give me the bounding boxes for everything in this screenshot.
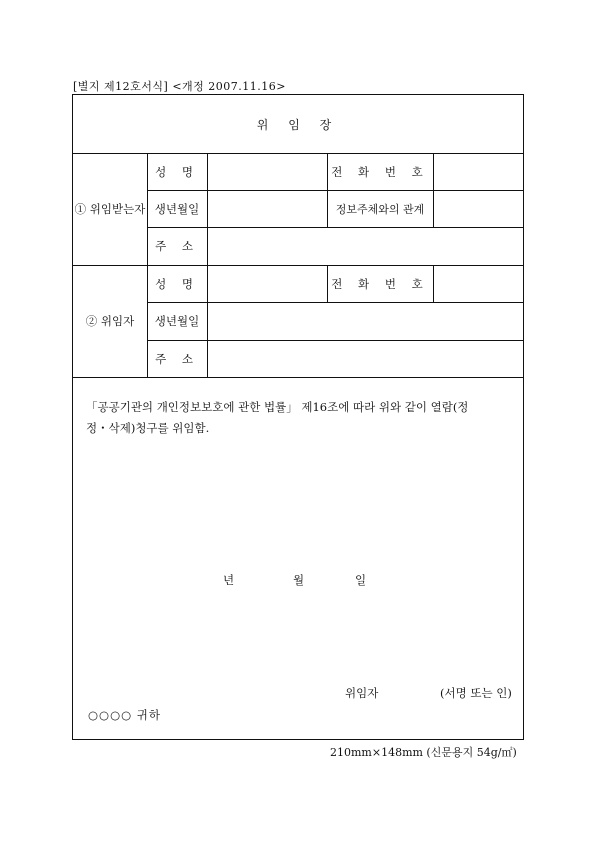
date-month-label: 월 — [293, 573, 305, 587]
section-label-delegator: ② 위임자 — [85, 314, 135, 328]
name-label: 성 명 — [155, 164, 199, 179]
address-label: 주 소 — [155, 239, 199, 253]
phone-label: 전 화 번 호 — [331, 164, 429, 179]
delegation-statement — [86, 397, 516, 439]
birthdate-label: 생년월일 — [154, 201, 200, 216]
delegator-phone-field[interactable] — [433, 265, 523, 302]
delegator-signature-label: 위임자 — [345, 686, 379, 700]
paper-spec: 210mm×148mm (신문용지 54g/㎡) — [330, 746, 517, 759]
delegate-name-field[interactable] — [207, 153, 327, 190]
delegator-birthdate-field[interactable] — [207, 302, 523, 340]
delegate-phone-field[interactable] — [433, 153, 523, 190]
delegate-address-field[interactable] — [207, 227, 523, 265]
form-reference-header: [별지 제12호서식] <개정 2007.11.16> — [73, 80, 286, 93]
birthdate-label: 생년월일 — [154, 314, 200, 328]
delegate-relation-field[interactable] — [433, 190, 523, 227]
section-label-delegate: ① 위임받는자 — [74, 202, 146, 216]
address-label: 주 소 — [155, 351, 199, 366]
statement-line: 정・삭제)청구를 위임함. — [86, 421, 210, 435]
date-day-label: 일 — [355, 573, 367, 587]
date-year-label: 년 — [223, 573, 235, 587]
delegator-name-field[interactable] — [207, 265, 327, 302]
statement-line: 「공공기관의 개인정보보호에 관한 법률」 제16조에 따라 위와 같이 열람(정 — [86, 400, 469, 414]
signature-hint: (서명 또는 인) — [440, 686, 512, 700]
delegator-address-field[interactable] — [207, 340, 523, 377]
divider — [73, 377, 523, 378]
form-title: 위 임 장 — [256, 117, 340, 132]
name-label: 성 명 — [155, 276, 199, 291]
recipient-line: ○○○○ 귀하 — [88, 708, 162, 722]
relation-label: 정보주체와의 관계 — [335, 202, 425, 216]
delegate-birthdate-field[interactable] — [207, 190, 327, 227]
phone-label: 전 화 번 호 — [331, 276, 429, 291]
